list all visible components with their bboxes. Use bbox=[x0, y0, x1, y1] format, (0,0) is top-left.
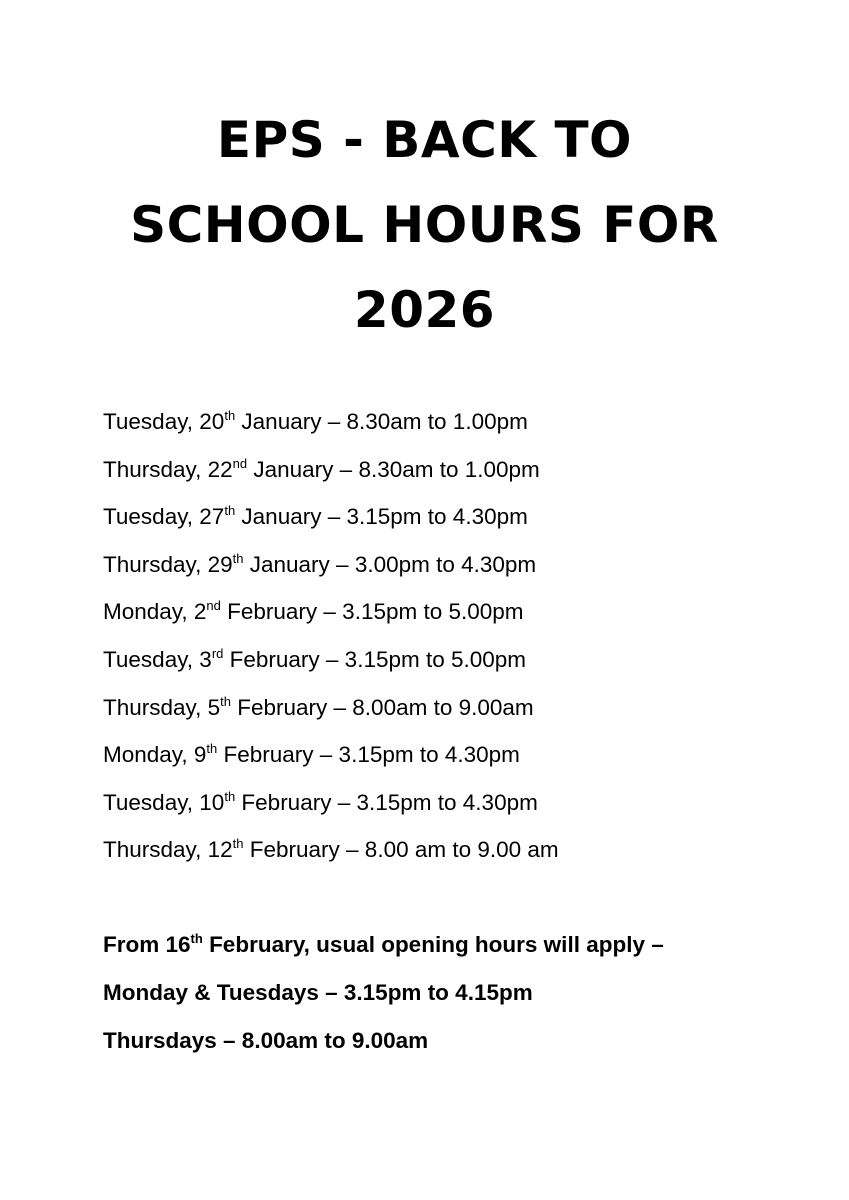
schedule-day: Thursday, 5 bbox=[103, 694, 221, 720]
schedule-row bbox=[103, 731, 803, 779]
schedule-day: Monday, 9 bbox=[103, 742, 207, 768]
schedule-day: Tuesday, 3 bbox=[103, 646, 212, 672]
ordinal-suffix: th bbox=[206, 741, 218, 757]
schedule-row bbox=[103, 446, 803, 494]
page-title bbox=[0, 98, 849, 353]
schedule-row bbox=[103, 541, 803, 589]
title-line-3: 2026 bbox=[353, 281, 496, 339]
ordinal-suffix: th bbox=[190, 931, 203, 946]
ordinal-suffix: nd bbox=[206, 598, 221, 614]
schedule-day: Tuesday, 27 bbox=[103, 504, 225, 530]
schedule-day: Thursday, 22 bbox=[103, 456, 233, 482]
schedule-row bbox=[103, 779, 803, 827]
schedule-row bbox=[103, 493, 803, 541]
schedule-time: February – 8.00am to 9.00am bbox=[230, 694, 534, 720]
schedule-time: January – 8.30am to 1.00pm bbox=[235, 409, 528, 434]
schedule-row bbox=[103, 588, 803, 636]
ordinal-suffix: th bbox=[224, 408, 236, 423]
schedule-row bbox=[103, 826, 803, 874]
mon-tue-hours: Monday & Tuesdays – 3.15pm to 4.15pm bbox=[103, 980, 533, 1005]
schedule-day: Thursday, 12 bbox=[103, 837, 233, 863]
schedule-time: February – 3.15pm to 4.30pm bbox=[217, 742, 520, 768]
schedule-time: February – 3.15pm to 5.00pm bbox=[223, 646, 527, 672]
schedule-time: January – 3.00pm to 4.30pm bbox=[243, 551, 537, 577]
title-line-2: SCHOOL HOURS FOR bbox=[130, 196, 719, 254]
schedule-day: Tuesday, 20 bbox=[103, 409, 225, 434]
schedule-time: February – 3.15pm to 4.30pm bbox=[235, 789, 538, 815]
usual-hours-intro bbox=[103, 921, 823, 969]
usual-hours-notes bbox=[103, 921, 823, 1065]
schedule-time: January – 3.15pm to 4.30pm bbox=[235, 504, 528, 530]
schedule-row bbox=[103, 398, 803, 446]
schedule-row bbox=[103, 684, 803, 732]
schedule-time: February – 3.15pm to 5.00pm bbox=[220, 599, 524, 625]
usual-hours-text: February, usual opening hours will apply – bbox=[202, 932, 664, 957]
schedule-day: Monday, 2 bbox=[103, 599, 207, 625]
usual-hours-date: From 16 bbox=[103, 932, 191, 957]
schedule-day: Thursday, 29 bbox=[103, 551, 233, 577]
title-line-1: EPS - BACK TO bbox=[216, 111, 633, 169]
thursday-hours: Thursdays – 8.00am to 9.00am bbox=[103, 1028, 429, 1053]
ordinal-suffix: th bbox=[232, 550, 244, 566]
ordinal-suffix: th bbox=[224, 788, 236, 804]
ordinal-suffix: nd bbox=[232, 455, 248, 471]
ordinal-suffix: th bbox=[224, 503, 236, 519]
schedule-row bbox=[103, 636, 803, 684]
schedule-list bbox=[103, 398, 803, 874]
schedule-day: Tuesday, 10 bbox=[103, 789, 225, 815]
ordinal-suffix: th bbox=[220, 693, 231, 709]
schedule-time: February – 8.00 am to 9.00 am bbox=[243, 837, 559, 863]
schedule-time: January – 8.30am to 1.00pm bbox=[247, 456, 540, 482]
ordinal-suffix: th bbox=[232, 836, 244, 852]
ordinal-suffix: rd bbox=[211, 645, 224, 661]
